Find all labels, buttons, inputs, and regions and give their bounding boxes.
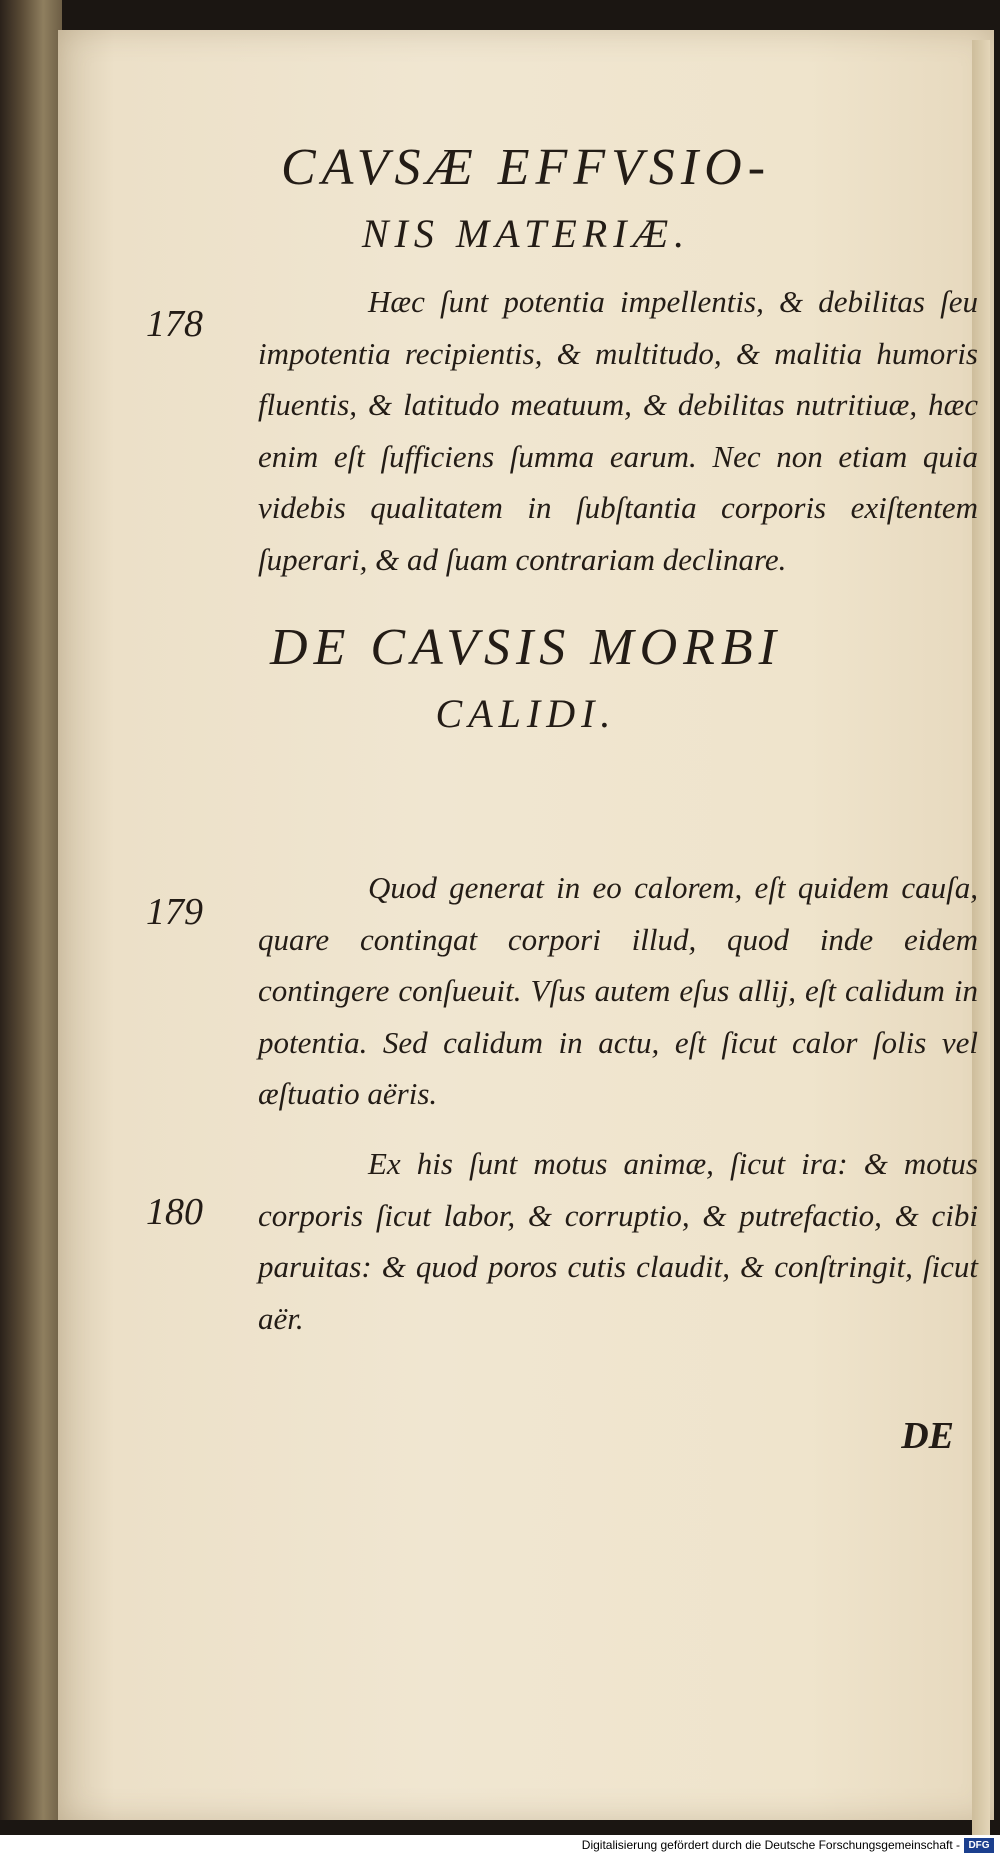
section-number-179: 179 [146, 891, 203, 933]
heading-2-line-1: DE CAVSIS MORBI [270, 619, 782, 676]
paragraph-179: Quod generat in eo calorem, eſt quidem cauſa, quare contingat corpori illud, quod inde eidem contingere conſueuit. Vſus autem eſus allij, eſt calidum in potentia. Sed calidum in actu, eſt ſicut calor ſolis vel æſtuatio aëris. [258, 870, 978, 1111]
paragraph-180: Ex his ſunt motus animæ, ſicut ira: & motus corporis ſicut labor, & corruptio, & putrefactio, & cibi paruitas: & quod poros cutis claudit, & conſtringit, ſicut aër. [258, 1146, 978, 1336]
heading-1-line-2: NIS MATERIÆ. [361, 211, 691, 256]
page-text-area [58, 30, 994, 1820]
book-spine [0, 0, 62, 1820]
section-number-178: 178 [146, 303, 203, 345]
digitization-footer [0, 1835, 1000, 1857]
dfg-logo-icon: DFG [964, 1838, 994, 1853]
heading-2-line-2: CALIDI. [435, 691, 617, 736]
paragraph-178: Hæc ſunt potentia impellentis, & debilitas ſeu impotentia recipientis, & multitudo, & malitia humoris fluentis, & latitudo meatuum, & debilitas nutritiuæ, hæc enim eſt ſufficiens ſumma earum. Nec non etiam quia videbis qualitatem in ſubſtantia corporis exiſtentem ſuperari, & ad ſuam contrariam declinare. [258, 284, 978, 577]
catchword: DE [901, 1415, 954, 1457]
section-number-180: 180 [146, 1191, 203, 1233]
footer-credit: Digitalisierung gefördert durch die Deutsche Forschungsgemeinschaft - [581, 1838, 960, 1852]
book-page [58, 30, 994, 1820]
heading-1-line-1: CAVSÆ EFFVSIO- [280, 139, 772, 196]
